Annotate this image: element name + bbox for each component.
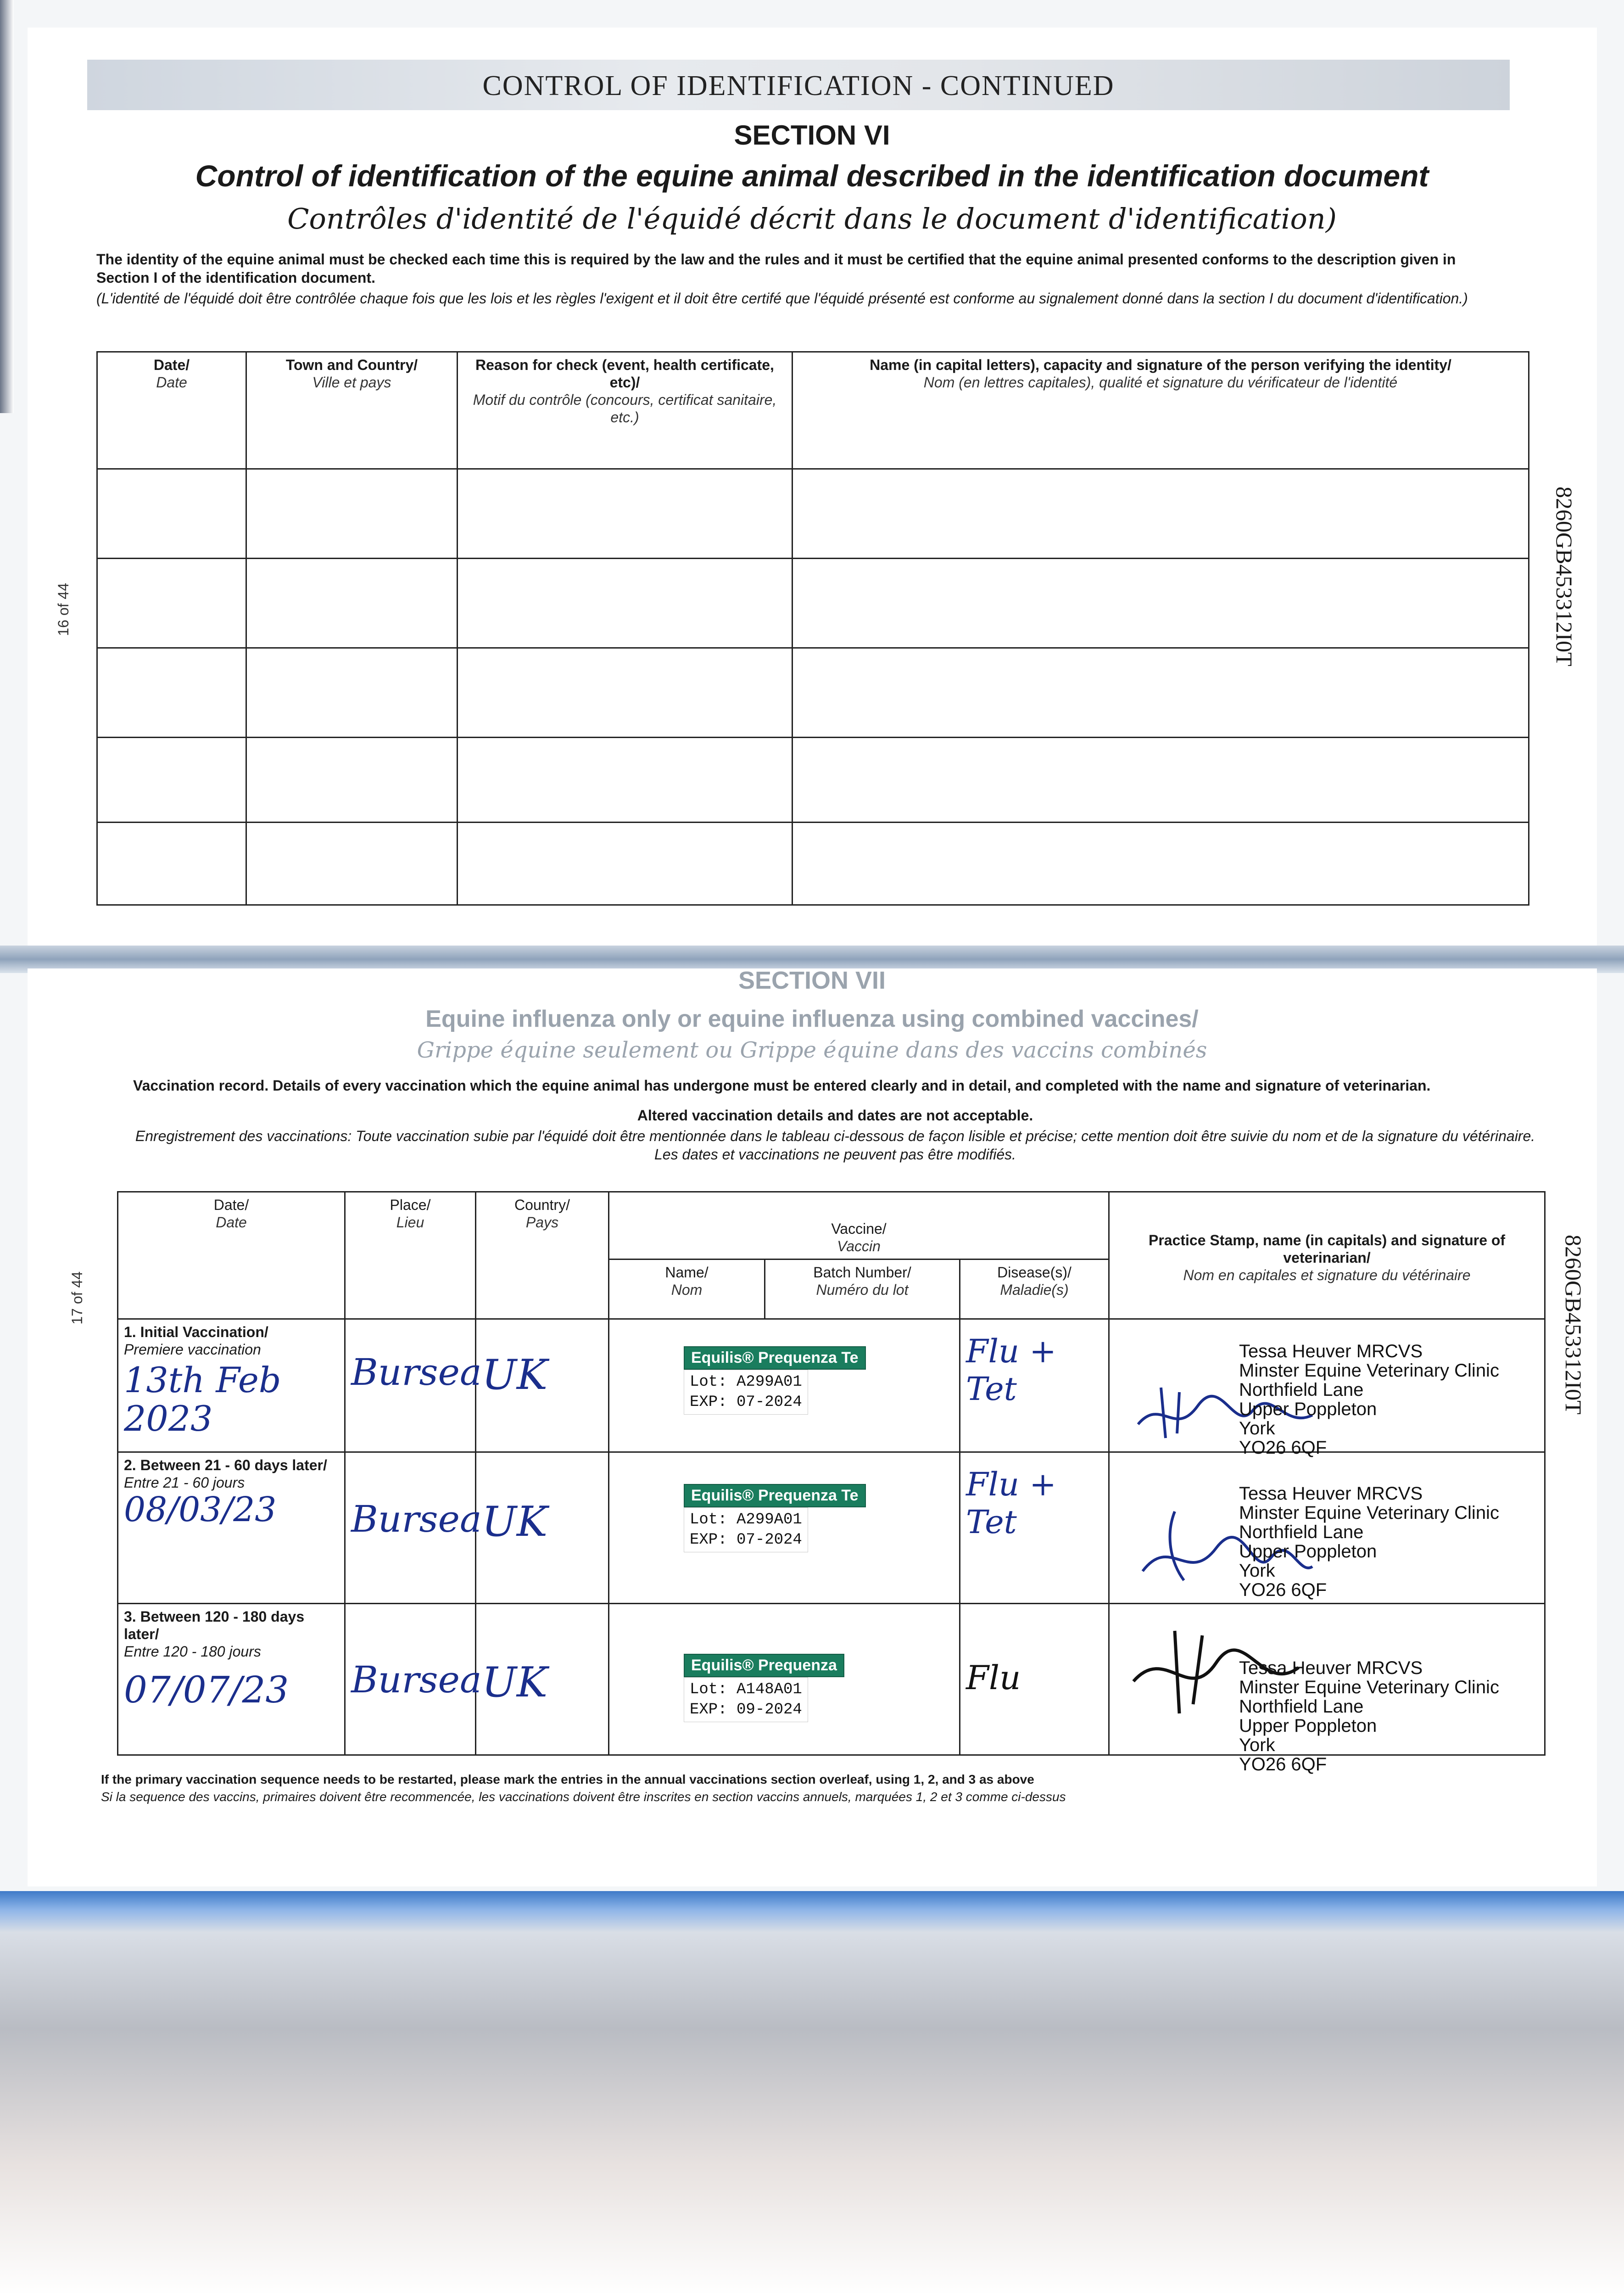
row-stamp-cell[interactable] [1109,1452,1545,1604]
cell[interactable] [97,469,246,559]
cell[interactable] [792,648,1529,738]
section-vii-number: SECTION VII [738,967,886,994]
cell[interactable] [458,559,792,648]
section-vii-intro-en-2: Altered vaccination details and dates are not acceptable. [637,1107,1033,1124]
cell[interactable] [792,469,1529,559]
header-reason: Reason for check (event, health certificate, etc)/ Motif du contrôle (concours, certificat sanitaire, etc.) [458,352,792,469]
vaccine-sticker-cell[interactable] [609,1604,960,1755]
header-batch-number: Batch Number/ Numéro du lot [765,1259,960,1319]
cell[interactable] [458,469,792,559]
row-place-cell[interactable] [345,1604,482,1755]
vaccine-sticker [684,1654,954,1722]
identity-check-table [96,351,1529,906]
vaccine-lot: Lot: A148A01 EXP: 09-2024 [684,1677,808,1722]
header-verifier: Name (in capital letters), capacity and signature of the person verifying the identity/ Nom (en lettres capitales), qualité et signature du vérificateur de l'identité [792,352,1529,469]
handwritten-disease: Flu [966,1658,1021,1697]
header-date: Date/ Date [118,1192,345,1319]
stamp-area [1115,1608,1539,1774]
row-date-cell[interactable] [118,1452,345,1604]
handwritten-place: Bursea [351,1351,482,1394]
footnote-en: If the primary vaccination sequence needs to be restarted, please mark the entries in the annual vaccinations section overleaf, using 1, 2, and 3 as above [101,1772,1034,1786]
section-vi-banner [87,60,1510,110]
cell[interactable] [458,823,792,905]
cell[interactable] [246,648,458,738]
handwritten-country: UK [482,1351,548,1399]
row-stamp-cell[interactable] [1109,1319,1545,1458]
table-row [97,738,1529,823]
vaccine-sticker-cell[interactable] [609,1319,960,1452]
cell[interactable] [97,559,246,648]
header-vaccine: Vaccine/ Vaccin [609,1192,1109,1259]
vaccination-row-third [118,1604,1545,1755]
row-label: 2. Between 21 - 60 days later/ Entre 21 - 60 jours [124,1457,327,1491]
page-number-17: 17 of 44 [69,1271,85,1325]
vaccine-sticker-cell[interactable] [609,1452,960,1604]
table-row [97,823,1529,905]
section-vi-title-en: Control of identification of the equine animal described in the identification document [195,159,1429,193]
handwritten-place: Bursea [351,1498,482,1540]
row-disease-cell[interactable] [960,1319,1109,1452]
handwritten-disease: Flu + Tet [966,1332,1056,1408]
header-country: Country/ Pays [476,1192,609,1319]
cell[interactable] [792,738,1529,823]
row-disease-cell[interactable] [960,1604,1109,1755]
table-row [97,469,1529,559]
vaccine-label: Equilis® Prequenza Te [684,1346,866,1370]
cell[interactable] [246,823,458,905]
banner-title: CONTROL OF IDENTIFICATION - CONTINUED [482,70,1115,101]
table-row [97,648,1529,738]
row-country-cell[interactable] [476,1319,609,1452]
vaccine-lot: Lot: A299A01 EXP: 07-2024 [684,1370,808,1415]
section-vii-title-en: Equine influenza only or equine influenza using combined vaccines/ [425,1006,1199,1032]
passport-number-top: 8260GB453312I0T [1551,487,1577,666]
handwritten-date: 07/07/23 [124,1668,289,1711]
handwritten-date: 08/03/23 [124,1490,277,1529]
section-vi-intro-fr: (L'identité de l'équidé doit être contrôlée chaque fois que les lois et les règles l'exigent et il doit être certifé que l'équidé présenté est conforme au signalement donné dans la section I du document d'identification.) [96,290,1468,307]
practice-stamp: Tessa Heuver MRCVS Minster Equine Veterinary Clinic Northfield Lane Upper Poppleton York YO26 6QF [1239,1341,1499,1458]
section-vi-intro-en: The identity of the equine animal must be checked each time this is required by the law and the rules and it must be certified that the equine animal presented conforms to the description given in Section I of the identification document. [96,251,1456,286]
footnote-fr: Si la sequence des vaccins, primaires doivent être recommencée, les vaccinations doivent être inscrites en section vaccins annuels, marquées 1, 2 et 3 comme ci-dessus [101,1790,1066,1804]
section-vi-title-fr: Contrôles d'identité de l'équidé décrit dans le document d'identification) [287,202,1337,235]
cell[interactable] [97,823,246,905]
header-practice-stamp: Practice Stamp, name (in capitals) and signature of veterinarian/ Nom en capitales et signature du vétérinaire [1109,1192,1545,1319]
handwritten-place: Bursea [351,1658,482,1701]
cell[interactable] [97,648,246,738]
vaccine-lot: Lot: A299A01 EXP: 07-2024 [684,1507,808,1552]
row-place-cell[interactable] [345,1452,482,1604]
header-date: Date/ Date [97,352,246,469]
cell[interactable] [792,823,1529,905]
vaccination-table [117,1191,1546,1774]
vaccination-row-initial [118,1319,1545,1452]
cell[interactable] [246,469,458,559]
stamp-area [1115,1323,1539,1458]
section-vii-intro-fr: Enregistrement des vaccinations: Toute vaccination subie par l'équidé doit être mentionnée dans le tableau ci-dessous de façon lisible et précise; cette mention doit être suivie du nom et de la signature du vétérinaire. Les dates et vaccinations ne peuvent pas être modifiés. [135,1128,1535,1163]
header-place: Place/ Lieu [345,1192,476,1319]
cell[interactable] [97,738,246,823]
header-vaccine-name: Name/ Nom [609,1259,765,1319]
row-date-cell[interactable] [118,1319,345,1452]
row-country-cell[interactable] [476,1452,609,1604]
passport-number-bottom: 8260GB453312I0T [1561,1235,1586,1415]
vaccine-sticker [684,1484,954,1552]
header-disease: Disease(s)/ Maladie(s) [960,1259,1109,1319]
section-vi-number: SECTION VI [734,120,890,151]
handwritten-date: 13th Feb 2023 [124,1360,281,1439]
page-number-16: 16 of 44 [55,583,72,636]
row-disease-cell[interactable] [960,1452,1109,1604]
stamp-area [1115,1456,1539,1599]
section-vii-intro-en: Vaccination record. Details of every vaccination which the equine animal has undergone must be entered clearly and in detail, and completed with the name and signature of veterinarian. [133,1077,1431,1094]
vaccine-label: Equilis® Prequenza [684,1654,844,1677]
row-stamp-cell[interactable] [1109,1604,1545,1774]
cell[interactable] [246,559,458,648]
cell[interactable] [458,648,792,738]
row-label: 1. Initial Vaccination/ Premiere vaccination [124,1324,268,1358]
practice-stamp: Tessa Heuver MRCVS Minster Equine Veterinary Clinic Northfield Lane Upper Poppleton York YO26 6QF [1239,1658,1499,1774]
vaccination-row-second [118,1452,1545,1604]
handwritten-country: UK [482,1658,548,1707]
scan-background [0,1891,1624,2295]
vaccination-header-row-1 [118,1192,1545,1259]
row-place-cell[interactable] [345,1319,482,1452]
section-vii-title-fr: Grippe équine seulement ou Grippe équine dans des vaccins combinés [417,1037,1207,1063]
practice-stamp: Tessa Heuver MRCVS Minster Equine Veterinary Clinic Northfield Lane Upper Poppleton York YO26 6QF [1239,1483,1499,1600]
row-label: 3. Between 120 - 180 days later/ Entre 120 - 180 jours [124,1608,305,1660]
header-town-country: Town and Country/ Ville et pays [246,352,458,469]
vaccine-label: Equilis® Prequenza Te [684,1484,866,1507]
handwritten-country: UK [482,1498,548,1546]
identity-check-header-row [97,352,1529,469]
cell[interactable] [246,738,458,823]
table-row [97,559,1529,648]
row-date-cell[interactable] [118,1604,345,1755]
row-country-cell[interactable] [476,1604,609,1755]
handwritten-disease: Flu + Tet [966,1466,1056,1541]
cell[interactable] [458,738,792,823]
vaccine-sticker [684,1346,954,1415]
cell[interactable] [792,559,1529,648]
